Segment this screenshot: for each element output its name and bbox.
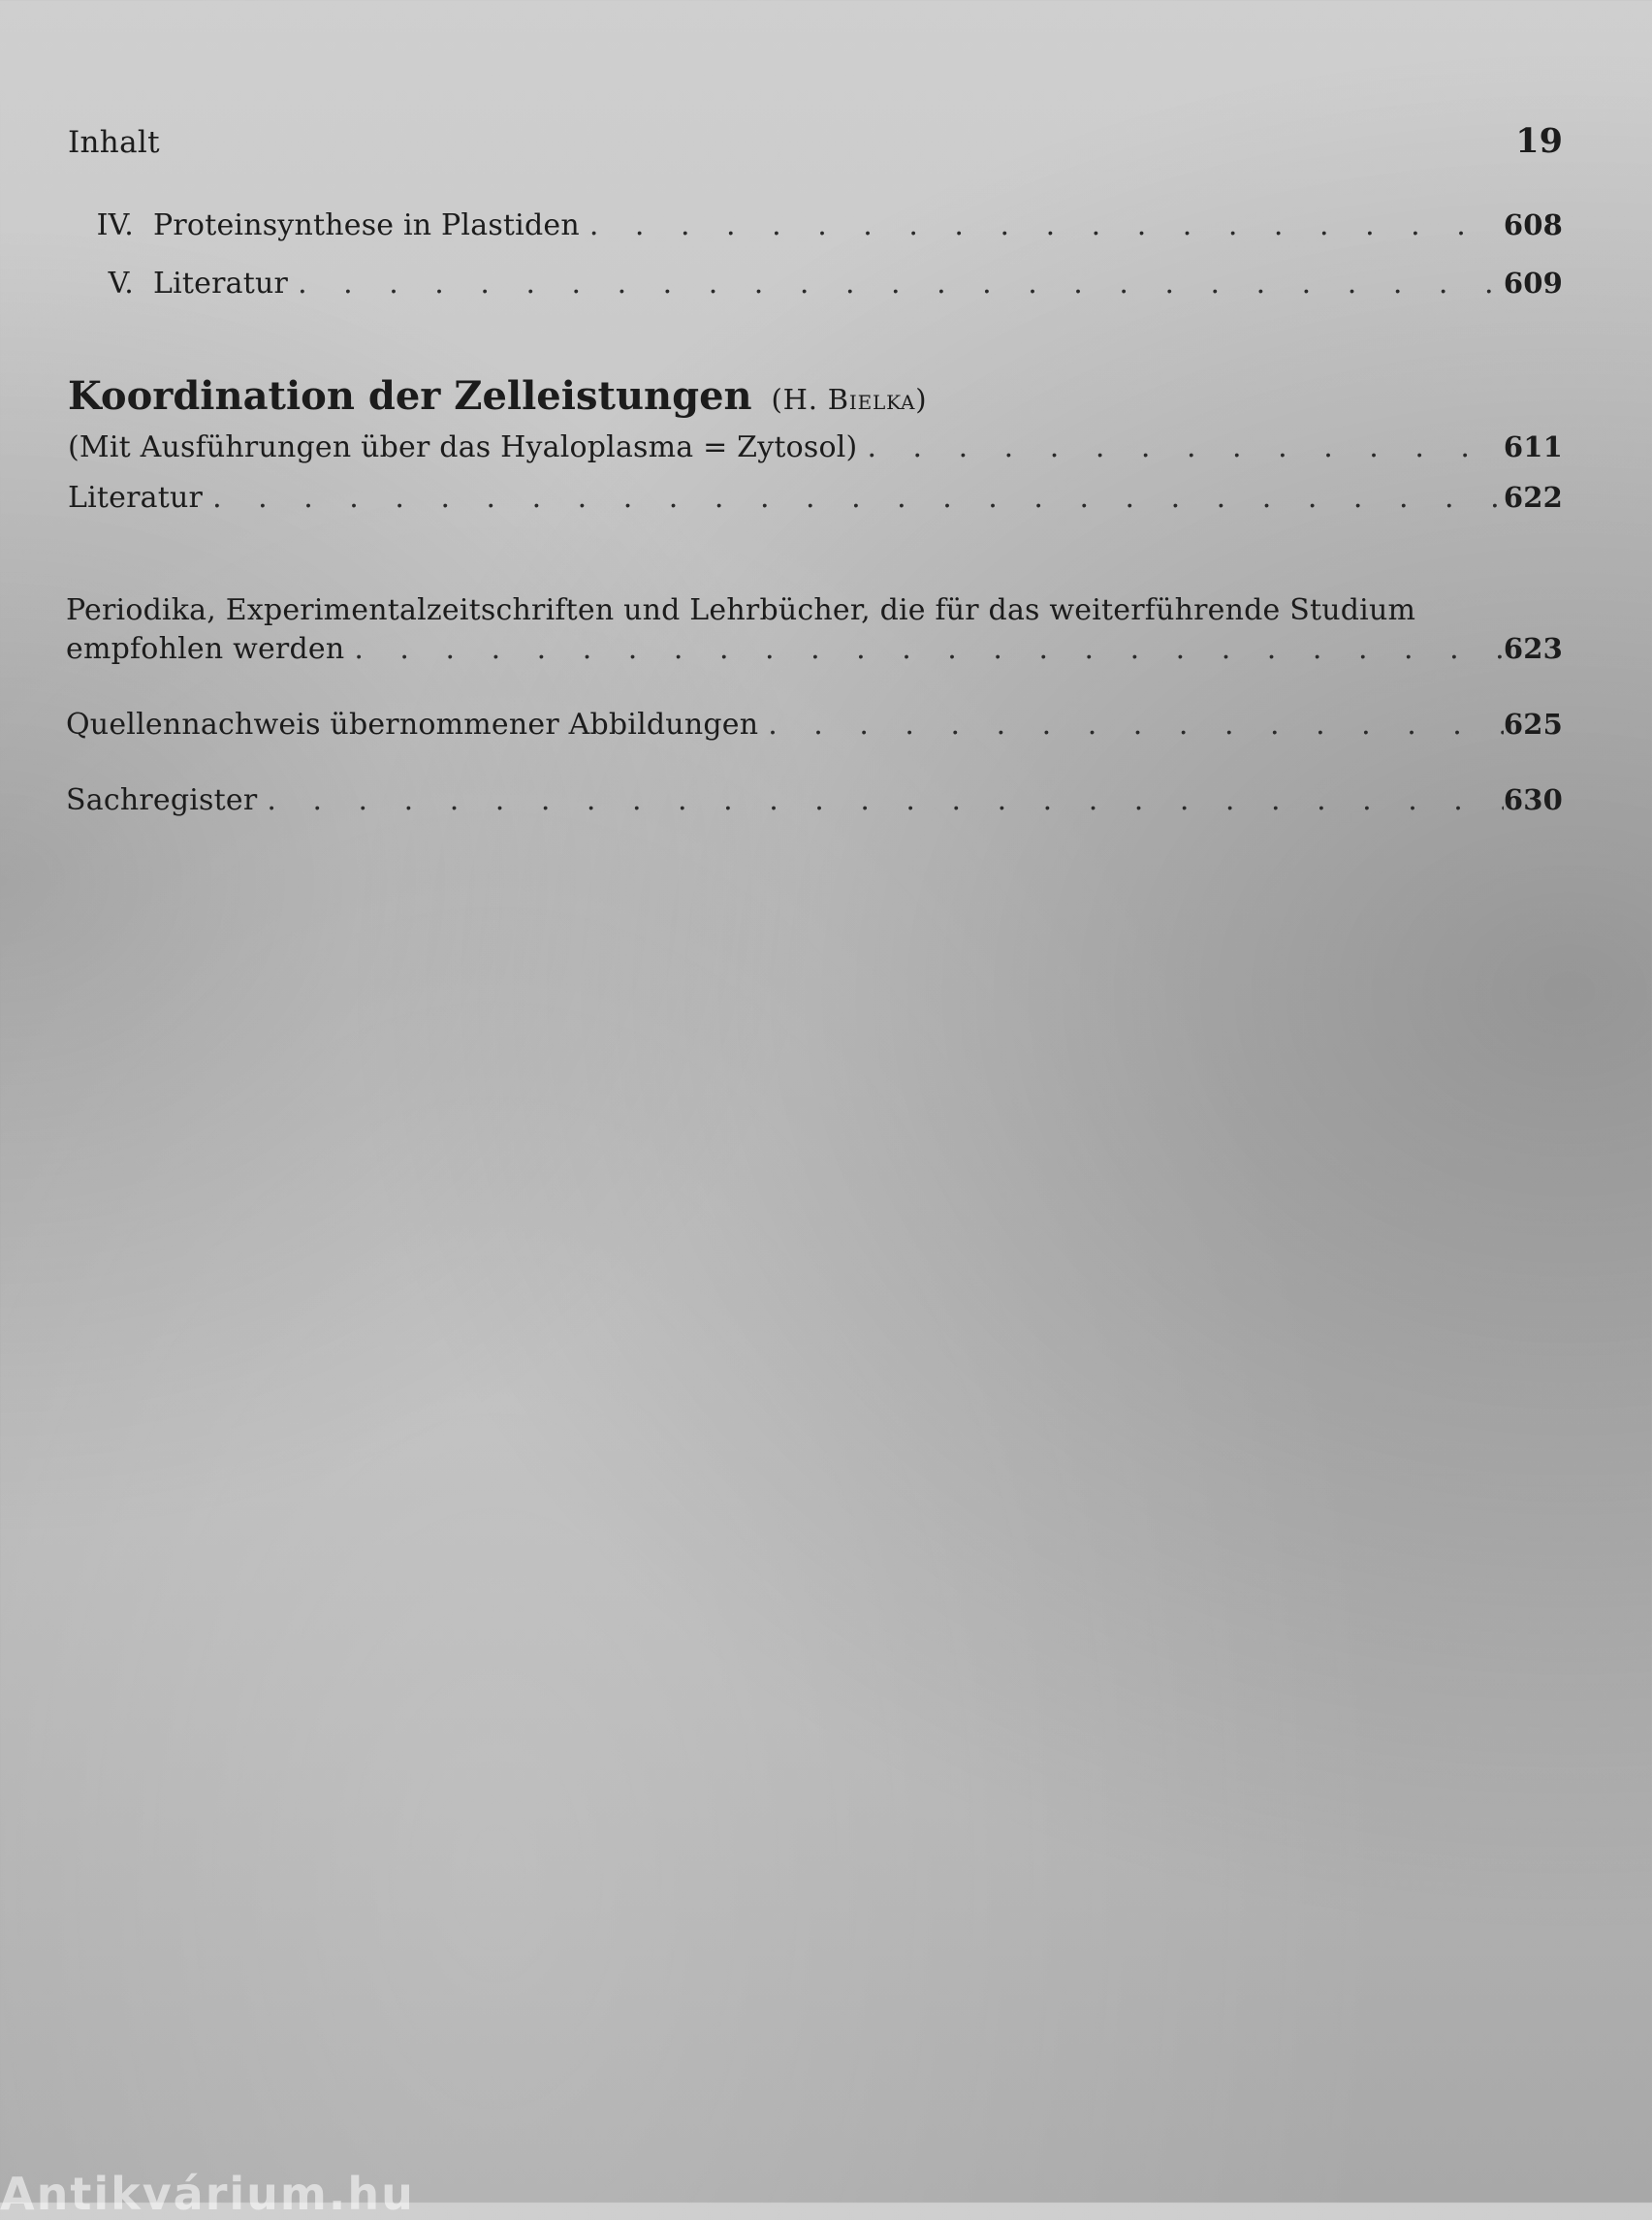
running-header bbox=[68, 121, 1563, 170]
toc-entry-quellennachweis bbox=[66, 708, 1563, 750]
section-heading bbox=[68, 373, 927, 419]
toc-entry-v bbox=[66, 267, 1563, 309]
toc-entry-number: IV. bbox=[96, 208, 134, 242]
dot-leader bbox=[758, 708, 1504, 742]
toc-entry-page: 625 bbox=[1503, 708, 1563, 741]
toc-entry-page: 609 bbox=[1503, 267, 1563, 300]
toc-entry-label: (Mit Ausführungen über das Hyaloplasma = Zytosol) bbox=[68, 430, 858, 464]
toc-entry-label: Literatur bbox=[68, 481, 204, 515]
toc-entry-label: Quellennachweis übernommener Abbildungen bbox=[66, 708, 759, 742]
toc-entry-number: V. bbox=[108, 267, 134, 301]
toc-entry-page: 611 bbox=[1503, 430, 1563, 463]
running-title: Inhalt bbox=[68, 125, 160, 160]
watermark: Antikvárium.hu bbox=[0, 2168, 415, 2220]
dot-leader bbox=[580, 208, 1504, 242]
toc-entry-label: Proteinsynthese in Plastiden bbox=[153, 208, 580, 242]
toc-entry-iv bbox=[66, 208, 1563, 251]
toc-entry-page: 623 bbox=[1503, 632, 1563, 665]
dot-leader bbox=[203, 481, 1504, 515]
dot-leader bbox=[257, 783, 1503, 817]
author-close: ) bbox=[915, 383, 928, 416]
page-number: 19 bbox=[1515, 121, 1563, 161]
author-name: Bielka bbox=[827, 383, 916, 416]
section-title-text: Koordination der Zelleistungen bbox=[68, 373, 752, 419]
dot-leader bbox=[288, 267, 1504, 301]
section-author bbox=[772, 383, 928, 416]
toc-entry-periodika-line1: Periodika, Experimentalzeitschriften und Lehrbücher, die für das weiterführende Studium bbox=[66, 593, 1416, 627]
author-open: (H. bbox=[771, 383, 828, 416]
toc-entry-label: Literatur bbox=[153, 267, 289, 301]
toc-entry-sachregister bbox=[66, 783, 1563, 826]
toc-entry-label: Sachregister bbox=[66, 783, 258, 817]
toc-entry-label: empfohlen werden bbox=[66, 632, 345, 666]
toc-entry-page: 608 bbox=[1503, 208, 1563, 241]
dot-leader bbox=[857, 430, 1503, 464]
toc-entry-hyaloplasma bbox=[68, 430, 1563, 473]
toc-entry-page: 630 bbox=[1503, 783, 1563, 816]
toc-entry-page: 622 bbox=[1503, 481, 1563, 514]
dot-leader bbox=[344, 632, 1504, 666]
toc-entry-literatur bbox=[68, 481, 1563, 523]
toc-entry-periodika bbox=[66, 632, 1563, 675]
